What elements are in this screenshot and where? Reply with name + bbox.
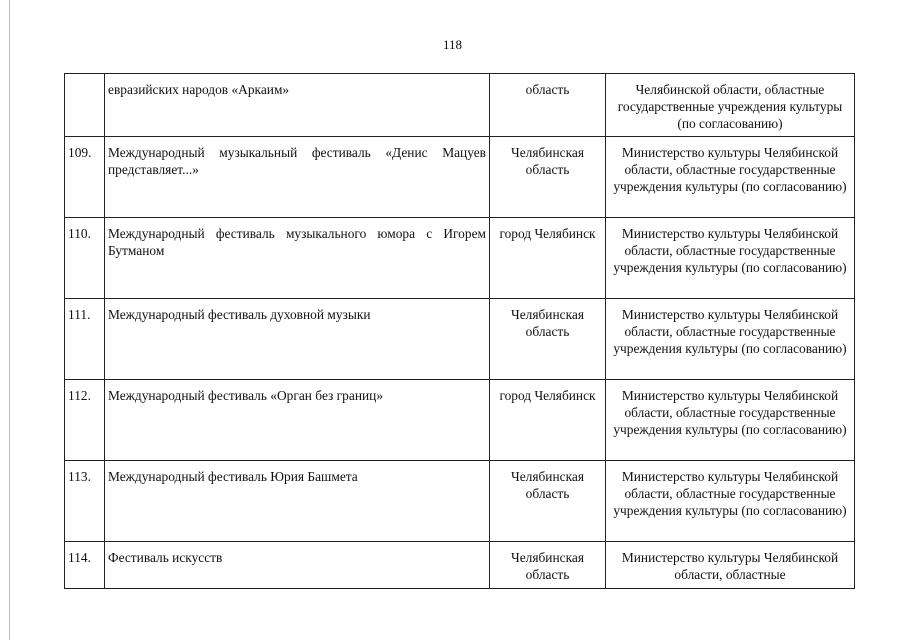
event-responsible: Министерство культуры Челябинской области, областные государственные учреждения культуры (по согласованию) (606, 137, 855, 218)
event-name: Международный фестиваль музыкального юмора с Игорем Бутманом (105, 218, 490, 299)
event-responsible: Министерство культуры Челябинской области, областные (606, 542, 855, 589)
table-row (65, 74, 855, 137)
event-place: Челябинская область (490, 299, 606, 380)
table-row (65, 542, 855, 589)
event-place: город Челябинск (490, 218, 606, 299)
page-edge-line (9, 0, 10, 640)
event-name: Международный музыкальный фестиваль «Денис Мацуев представляет...» (105, 137, 490, 218)
event-place: область (490, 74, 606, 137)
row-number: 111. (65, 299, 105, 380)
row-number: 113. (65, 461, 105, 542)
page-number: 118 (442, 37, 463, 52)
row-number: 112. (65, 380, 105, 461)
event-place: город Челябинск (490, 380, 606, 461)
event-name: Международный фестиваль Юрия Башмета (105, 461, 490, 542)
table-row (65, 380, 855, 461)
table-row (65, 461, 855, 542)
event-responsible: Министерство культуры Челябинской области, областные государственные учреждения культуры (по согласованию) (606, 461, 855, 542)
event-name: Международный фестиваль «Орган без границ» (105, 380, 490, 461)
event-name: Фестиваль искусств (105, 542, 490, 589)
event-place: Челябинская область (490, 461, 606, 542)
event-place: Челябинская область (490, 137, 606, 218)
event-name: Международный фестиваль духовной музыки (105, 299, 490, 380)
event-place: Челябинская область (490, 542, 606, 589)
table-row (65, 137, 855, 218)
event-responsible: Министерство культуры Челябинской области, областные государственные учреждения культуры (по согласованию) (606, 299, 855, 380)
table-row (65, 218, 855, 299)
row-number: 110. (65, 218, 105, 299)
event-responsible: Министерство культуры Челябинской области, областные государственные учреждения культуры (по согласованию) (606, 380, 855, 461)
events-table (64, 73, 855, 589)
event-responsible: Министерство культуры Челябинской области, областные государственные учреждения культуры (по согласованию) (606, 218, 855, 299)
row-number: 109. (65, 137, 105, 218)
row-number (65, 74, 105, 137)
table-row (65, 299, 855, 380)
event-responsible: Челябинской области, областные государственные учреждения культуры (по согласованию) (606, 74, 855, 137)
event-name: евразийских народов «Аркаим» (105, 74, 490, 137)
row-number: 114. (65, 542, 105, 589)
